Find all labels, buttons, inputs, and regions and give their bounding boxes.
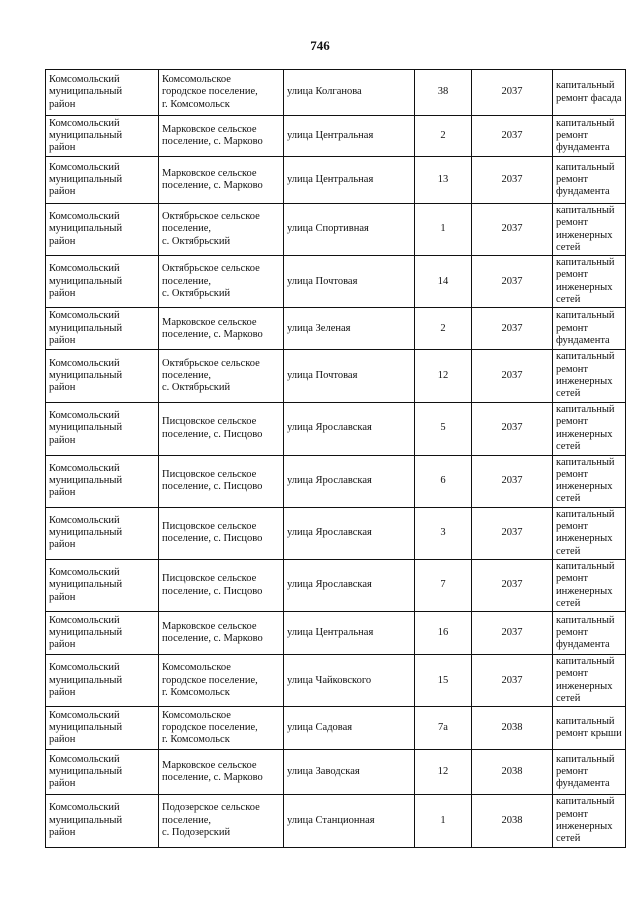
settlement-cell-line: Октябрьское сельское <box>162 211 260 223</box>
settlement-cell-line: Марковское сельское <box>162 123 257 135</box>
district-cell <box>46 612 159 655</box>
work-type-cell-line: ремонт <box>556 766 589 778</box>
settlement-cell <box>159 507 284 559</box>
street-cell: улица Станционная <box>284 795 415 847</box>
district-cell-line: район <box>49 382 76 394</box>
table-row <box>46 559 626 611</box>
settlement-cell-line: Писцовское сельское <box>162 521 257 533</box>
work-type-cell-line: ремонт <box>556 416 589 428</box>
settlement-cell-line: поселение, с. Марково <box>162 136 263 147</box>
work-type-cell <box>553 750 626 795</box>
district-cell-line: Комсомольский <box>49 357 120 369</box>
settlement-cell <box>159 350 284 402</box>
district-cell <box>46 157 159 204</box>
settlement-cell-line: поселение, <box>162 223 212 235</box>
work-type-cell-line: капитальный <box>556 796 615 808</box>
district-cell <box>46 455 159 507</box>
district-cell-line: муниципальный <box>49 129 123 141</box>
year-cell: 2037 <box>472 308 553 350</box>
settlement-cell-line: поселение, с. Марково <box>162 328 263 340</box>
work-type-cell-line: фундамента <box>556 142 610 154</box>
district-cell-line: муниципальный <box>49 626 123 638</box>
district-cell-line: Комсомольский <box>49 614 120 626</box>
district-cell-line: муниципальный <box>49 674 123 686</box>
district-cell-line: Комсомольский <box>49 410 120 422</box>
settlement-cell <box>159 612 284 655</box>
settlement-cell <box>159 256 284 308</box>
work-type-cell-line: капитальный <box>556 351 615 363</box>
district-cell-line: Комсомольский <box>49 709 120 721</box>
district-cell-line: район <box>49 98 76 110</box>
table-row <box>46 116 626 157</box>
work-type-cell <box>553 256 626 308</box>
settlement-cell-line: Писцовское сельское <box>162 416 257 428</box>
district-cell-line: Комсомольский <box>49 753 120 765</box>
work-type-cell-line: ремонт <box>556 363 589 375</box>
table-row <box>46 507 626 559</box>
year-cell: 2038 <box>472 707 553 750</box>
work-type-cell-line: фундамента <box>556 639 610 651</box>
settlement-cell <box>159 204 284 256</box>
district-cell-line: муниципальный <box>49 275 123 287</box>
table-row <box>46 308 626 350</box>
street-cell: улица Центральная <box>284 157 415 204</box>
work-type-cell <box>553 507 626 559</box>
district-cell <box>46 559 159 611</box>
work-type-cell-line: ремонт <box>556 322 589 334</box>
district-cell-line: район <box>49 591 76 603</box>
district-cell-line: Комсомольский <box>49 514 120 526</box>
table-row <box>46 350 626 402</box>
settlement-cell-line: поселение, с. Марково <box>162 772 263 784</box>
street-cell: улица Центральная <box>284 612 415 655</box>
work-type-cell-line: сетей <box>556 388 581 400</box>
district-cell-line: Комсомольский <box>49 263 120 275</box>
work-type-cell-line: фундамента <box>556 186 610 198</box>
work-type-cell-line: сетей <box>556 241 581 253</box>
work-type-cell-line: инженерных <box>556 820 613 832</box>
work-type-cell <box>553 795 626 847</box>
settlement-cell <box>159 559 284 611</box>
work-type-cell-line: капитальный <box>556 753 615 765</box>
work-type-cell <box>553 204 626 256</box>
district-cell-line: муниципальный <box>49 322 123 334</box>
district-cell-line: район <box>49 778 76 790</box>
year-cell: 2038 <box>472 795 553 847</box>
table-row <box>46 157 626 204</box>
district-cell <box>46 70 159 116</box>
work-type-cell-line: ремонт <box>556 269 589 281</box>
district-cell-line: муниципальный <box>49 814 123 826</box>
house-number-cell: 12 <box>415 750 472 795</box>
district-cell-line: муниципальный <box>49 369 123 381</box>
house-number-cell: 1 <box>415 795 472 847</box>
district-cell-line: муниципальный <box>49 579 123 591</box>
year-cell: 2037 <box>472 402 553 455</box>
settlement-cell-line: Октябрьское сельское <box>162 357 260 369</box>
district-cell-line: Комсомольский <box>49 211 120 223</box>
district-cell-line: Комсомольский <box>49 462 120 474</box>
district-cell-line: муниципальный <box>49 475 123 486</box>
work-type-cell-line: сетей <box>556 597 581 609</box>
district-cell-line: район <box>49 686 76 698</box>
work-type-cell-line: инженерных <box>556 281 613 293</box>
settlement-cell-line: Марковское сельское <box>162 760 257 772</box>
work-type-cell-line: фундамента <box>556 335 610 347</box>
work-type-cell <box>553 308 626 350</box>
work-type-cell-line: ремонт <box>556 173 589 185</box>
house-number-cell: 1 <box>415 204 472 256</box>
work-type-cell <box>553 116 626 157</box>
settlement-cell-line: с. Подозерский <box>162 827 231 839</box>
work-type-cell-line: инженерных <box>556 533 613 545</box>
year-cell: 2037 <box>472 455 553 507</box>
work-type-cell-line: сетей <box>556 440 581 452</box>
district-cell-line: муниципальный <box>49 527 123 539</box>
work-type-cell-line: капитальный <box>556 257 615 269</box>
district-cell-line: район <box>49 639 76 651</box>
district-cell-line: Комсомольский <box>49 74 120 86</box>
work-type-cell-line: капитальный <box>556 456 615 468</box>
work-type-cell-line: сетей <box>556 833 581 845</box>
settlement-cell-line: поселение, с. Писцово <box>162 585 263 597</box>
work-type-cell-line: капитальный <box>556 310 615 322</box>
street-cell: улица Садовая <box>284 707 415 750</box>
house-number-cell: 12 <box>415 350 472 402</box>
street-cell: улица Заводская <box>284 750 415 795</box>
settlement-cell-line: Комсомольское <box>162 74 231 86</box>
district-cell-line: район <box>49 235 76 247</box>
year-cell: 2037 <box>472 507 553 559</box>
settlement-cell-line: с. Октябрьский <box>162 382 231 394</box>
settlement-cell-line: г. Комсомольск <box>162 734 230 746</box>
settlement-cell-line: Октябрьское сельское <box>162 263 260 275</box>
house-number-cell: 2 <box>415 308 472 350</box>
settlement-cell-line: Марковское сельское <box>162 167 257 179</box>
settlement-cell-line: поселение, <box>162 275 212 287</box>
settlement-cell-line: Писцовское сельское <box>162 573 257 585</box>
settlement-cell-line: поселение, с. Писцово <box>162 533 263 545</box>
district-cell <box>46 116 159 157</box>
settlement-cell-line: поселение, <box>162 369 212 381</box>
district-cell <box>46 655 159 707</box>
district-cell-line: Комсомольский <box>49 161 120 173</box>
house-number-cell: 2 <box>415 116 472 157</box>
work-type-cell-line: капитальный <box>556 560 615 572</box>
settlement-cell <box>159 750 284 795</box>
district-cell-line: район <box>49 734 76 746</box>
settlement-cell-line: г. Комсомольск <box>162 98 230 110</box>
street-cell: улица Ярославская <box>284 455 415 507</box>
settlement-cell <box>159 655 284 707</box>
repair-schedule-table <box>45 69 626 848</box>
district-cell-line: муниципальный <box>49 223 123 235</box>
settlement-cell-line: городское поселение, <box>162 722 258 734</box>
year-cell: 2037 <box>472 655 553 707</box>
table-row <box>46 256 626 308</box>
settlement-cell-line: Комсомольское <box>162 662 231 674</box>
street-cell: улица Почтовая <box>284 256 415 308</box>
settlement-cell-line: поселение, с. Писцово <box>162 428 263 440</box>
house-number-cell: 5 <box>415 402 472 455</box>
work-type-cell-line: ремонт <box>556 626 589 638</box>
settlement-cell-line: Подозерское сельское <box>162 802 260 814</box>
work-type-cell-line: ремонт <box>556 129 589 141</box>
settlement-cell-line: Марковское сельское <box>162 316 257 328</box>
settlement-cell-line: поселение, с. Писцово <box>162 481 263 493</box>
district-cell-line: район <box>49 335 76 347</box>
work-type-cell <box>553 350 626 402</box>
work-type-cell-line: капитальный <box>556 508 615 520</box>
district-cell-line: район <box>49 487 76 499</box>
settlement-cell-line: г. Комсомольск <box>162 686 230 698</box>
page-number: 746 <box>310 38 330 53</box>
work-type-cell-line: капитальный <box>556 403 615 415</box>
district-cell-line: район <box>49 539 76 551</box>
work-type-cell-line: капитальный <box>556 117 615 129</box>
street-cell: улица Ярославская <box>284 559 415 611</box>
house-number-cell: 13 <box>415 157 472 204</box>
district-cell <box>46 750 159 795</box>
work-type-cell-line: капитальный <box>556 614 615 626</box>
district-cell-line: Комсомольский <box>49 802 120 814</box>
work-type-cell <box>553 707 626 750</box>
work-type-cell <box>553 402 626 455</box>
work-type-cell-line: фундамента <box>556 778 610 790</box>
district-cell-line: район <box>49 434 76 446</box>
house-number-cell: 7 <box>415 559 472 611</box>
house-number-cell: 38 <box>415 70 472 116</box>
work-type-cell-line: ремонт фасада <box>556 92 622 104</box>
settlement-cell <box>159 455 284 507</box>
street-cell: улица Зеленая <box>284 308 415 350</box>
district-cell-line: район <box>49 186 76 198</box>
district-cell <box>46 402 159 455</box>
work-type-cell-line: инженерных <box>556 481 613 493</box>
work-type-cell-line: инженерных <box>556 375 613 387</box>
district-cell-line: Комсомольский <box>49 310 120 322</box>
work-type-cell <box>553 559 626 611</box>
street-cell: улица Ярославская <box>284 402 415 455</box>
district-cell-line: муниципальный <box>49 766 123 778</box>
settlement-cell <box>159 707 284 750</box>
settlement-cell-line: Комсомольское <box>162 709 231 721</box>
settlement-cell-line: городское поселение, <box>162 86 258 98</box>
house-number-cell: 6 <box>415 455 472 507</box>
year-cell: 2037 <box>472 612 553 655</box>
house-number-cell: 3 <box>415 507 472 559</box>
table-row <box>46 612 626 655</box>
work-type-cell-line: капитальный <box>556 716 615 728</box>
table-body <box>46 70 626 848</box>
district-cell-line: муниципальный <box>49 422 123 434</box>
year-cell: 2037 <box>472 116 553 157</box>
settlement-cell <box>159 402 284 455</box>
district-cell <box>46 795 159 847</box>
settlement-cell <box>159 795 284 847</box>
work-type-cell-line: инженерных <box>556 428 613 440</box>
table-row <box>46 70 626 116</box>
year-cell: 2037 <box>472 559 553 611</box>
work-type-cell-line: сетей <box>556 693 581 705</box>
year-cell: 2037 <box>472 70 553 116</box>
district-cell <box>46 707 159 750</box>
house-number-cell: 14 <box>415 256 472 308</box>
district-cell-line: муниципальный <box>49 86 123 98</box>
district-cell-line: муниципальный <box>49 173 123 185</box>
district-cell <box>46 350 159 402</box>
work-type-cell <box>553 455 626 507</box>
district-cell-line: Комсомольский <box>49 567 120 579</box>
work-type-cell-line: ремонт <box>556 521 589 533</box>
work-type-cell-line: ремонт <box>556 573 589 585</box>
table-row <box>46 795 626 847</box>
work-type-cell-line: ремонт <box>556 468 589 480</box>
work-type-cell-line: капитальный <box>556 656 615 668</box>
work-type-cell-line: капитальный <box>556 80 615 92</box>
district-cell-line: муниципальный <box>49 722 123 734</box>
work-type-cell-line: ремонт крыши <box>556 728 622 740</box>
district-cell-line: район <box>49 287 76 299</box>
settlement-cell-line: Писцовское сельское <box>162 468 257 480</box>
work-type-cell-line: ремонт <box>556 668 589 680</box>
district-cell-line: район <box>49 142 76 154</box>
house-number-cell: 16 <box>415 612 472 655</box>
table-row <box>46 655 626 707</box>
district-cell-line: Комсомольский <box>49 662 120 674</box>
street-cell: улица Ярославская <box>284 507 415 559</box>
work-type-cell <box>553 612 626 655</box>
house-number-cell: 7а <box>415 707 472 750</box>
table-row <box>46 455 626 507</box>
settlement-cell-line: с. Октябрьский <box>162 287 231 299</box>
settlement-cell-line: городское поселение, <box>162 674 258 686</box>
work-type-cell-line: инженерных <box>556 680 613 692</box>
settlement-cell-line: Марковское сельское <box>162 620 257 632</box>
work-type-cell-line: ремонт <box>556 808 589 820</box>
street-cell: улица Почтовая <box>284 350 415 402</box>
work-type-cell-line: инженерных <box>556 585 613 597</box>
street-cell: улица Центральная <box>284 116 415 157</box>
year-cell: 2038 <box>472 750 553 795</box>
table-row <box>46 402 626 455</box>
work-type-cell-line: сетей <box>556 493 581 505</box>
work-type-cell <box>553 70 626 116</box>
year-cell: 2037 <box>472 256 553 308</box>
work-type-cell-line: капитальный <box>556 161 615 173</box>
table-row <box>46 707 626 750</box>
work-type-cell-line: капитальный <box>556 205 615 216</box>
year-cell: 2037 <box>472 204 553 256</box>
settlement-cell <box>159 116 284 157</box>
district-cell <box>46 204 159 256</box>
table-row <box>46 750 626 795</box>
settlement-cell-line: поселение, с. Марково <box>162 180 263 191</box>
work-type-cell <box>553 157 626 204</box>
settlement-cell-line: поселение, с. Марково <box>162 633 263 645</box>
house-number-cell: 15 <box>415 655 472 707</box>
year-cell: 2037 <box>472 157 553 204</box>
work-type-cell <box>553 655 626 707</box>
work-type-cell-line: сетей <box>556 294 581 306</box>
year-cell: 2037 <box>472 350 553 402</box>
street-cell: улица Колганова <box>284 70 415 116</box>
district-cell <box>46 308 159 350</box>
settlement-cell <box>159 70 284 116</box>
district-cell <box>46 507 159 559</box>
district-cell-line: район <box>49 827 76 839</box>
work-type-cell-line: сетей <box>556 545 581 557</box>
street-cell: улица Спортивная <box>284 204 415 256</box>
work-type-cell-line: инженерных <box>556 229 613 241</box>
district-cell-line: Комсомольский <box>49 117 120 129</box>
settlement-cell-line: с. Октябрьский <box>162 235 231 247</box>
settlement-cell <box>159 157 284 204</box>
settlement-cell-line: поселение, <box>162 814 212 826</box>
district-cell <box>46 256 159 308</box>
street-cell: улица Чайковского <box>284 655 415 707</box>
table-row <box>46 204 626 256</box>
work-type-cell-line: ремонт <box>556 217 589 229</box>
settlement-cell <box>159 308 284 350</box>
